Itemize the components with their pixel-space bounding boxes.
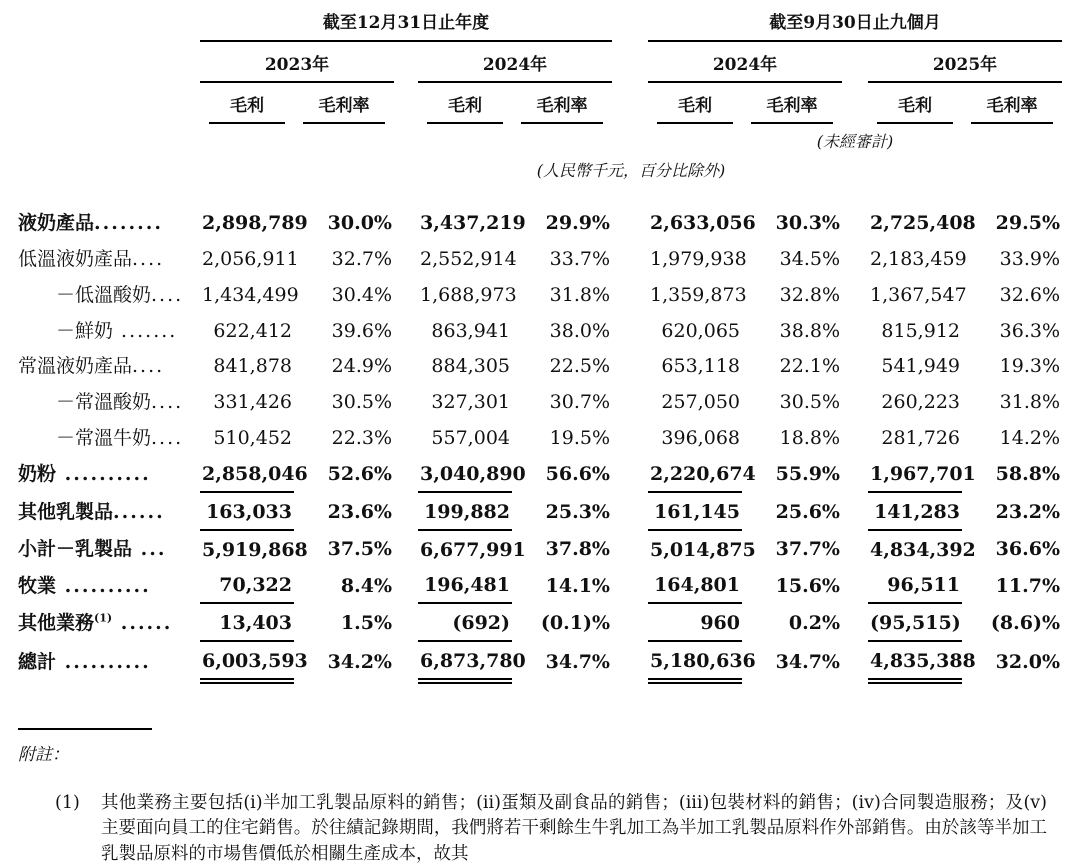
col-header-gross-margin: 毛利率 — [512, 82, 612, 124]
gross-profit-value: 331,426 — [213, 391, 292, 414]
year-2024: 2024年 — [418, 41, 612, 82]
gross-profit-value: 622,412 — [213, 319, 292, 342]
gross-profit-value: 4,835,388 — [868, 641, 962, 681]
row-label — [18, 240, 200, 276]
gross-profit-value: 620,065 — [661, 319, 740, 342]
spacer — [842, 641, 868, 681]
row-label-text: －鮮奶 — [56, 319, 114, 342]
gross-profit-value: 6,677,991 — [420, 538, 526, 561]
measure-header-row — [18, 82, 1062, 124]
row-label — [18, 641, 200, 681]
table-row — [18, 455, 1062, 492]
spacer — [842, 276, 868, 312]
gross-margin-value: 19.3% — [999, 355, 1061, 378]
gross-margin-value: 22.1% — [779, 355, 840, 378]
spacer — [18, 154, 200, 183]
table-body — [18, 183, 1062, 681]
dot-leader: .... — [132, 355, 165, 378]
gross-profit-value: 815,912 — [881, 319, 960, 342]
spacer — [394, 240, 418, 276]
dot-leader: .... — [151, 427, 184, 450]
row-label — [18, 566, 200, 603]
gross-profit-value: 2,552,914 — [420, 247, 517, 270]
gross-profit-value: 1,688,973 — [420, 283, 517, 306]
gross-profit-value: 2,858,046 — [200, 455, 294, 492]
gross-profit-value: 96,511 — [868, 566, 962, 603]
dot-leader: ...... — [113, 500, 165, 523]
spacer — [394, 41, 418, 82]
gross-margin-value: 56.6% — [545, 463, 610, 486]
table-row — [18, 240, 1062, 276]
gross-margin-value: 11.7% — [995, 574, 1061, 597]
gross-profit-value: 199,882 — [418, 492, 512, 530]
gross-margin-value: 30.3% — [775, 212, 840, 234]
spacer — [394, 455, 418, 492]
spacer — [18, 41, 200, 82]
spacer — [612, 566, 648, 603]
gross-profit-value: 70,322 — [200, 566, 294, 603]
spacer — [612, 240, 648, 276]
notes-heading: 附註： — [18, 744, 69, 765]
table-row — [18, 183, 1062, 240]
spacer — [18, 82, 200, 124]
gross-profit-value: 163,033 — [200, 492, 294, 530]
dot-leader: .... — [151, 391, 184, 414]
gross-profit-value: 863,941 — [431, 319, 510, 342]
currency-note-row — [18, 154, 1062, 183]
footnote-1 — [18, 791, 1062, 867]
currency-note: (人民幣千元，百分比除外) — [536, 161, 726, 180]
gross-margin-value: 23.2% — [995, 500, 1061, 523]
gross-profit-value: 6,873,780 — [418, 641, 512, 681]
table-row — [18, 276, 1062, 312]
gross-margin-value: 32.7% — [331, 247, 392, 270]
gross-margin-value: 8.4% — [340, 574, 392, 597]
spacer — [612, 603, 648, 641]
gross-margin-value: 25.6% — [775, 500, 840, 523]
gross-profit-value: 2,056,911 — [202, 247, 299, 270]
gross-margin-value: 36.6% — [995, 538, 1061, 561]
gross-profit-value: 1,434,499 — [202, 283, 299, 306]
gross-margin-value: 55.9% — [775, 463, 840, 486]
col-header-gross-profit: 毛利 — [868, 82, 962, 124]
spacer — [612, 41, 648, 82]
footnote-ref: (1) — [94, 611, 113, 625]
year-2025-9m: 2025年 — [868, 41, 1062, 82]
gross-margin-value: 34.7% — [775, 651, 840, 674]
gross-margin-value: 14.1% — [545, 574, 610, 597]
row-label — [18, 347, 200, 383]
gross-profit-value: 1,359,873 — [650, 283, 747, 306]
col-header-gross-margin: 毛利率 — [742, 82, 842, 124]
row-label-text: 小計－乳製品 — [18, 538, 133, 561]
table-row — [18, 347, 1062, 383]
gross-margin-value: 29.5% — [995, 212, 1061, 234]
gross-margin-value: 32.6% — [999, 283, 1061, 306]
gross-margin-value: 33.7% — [549, 247, 610, 270]
gross-profit-value: 396,068 — [661, 427, 740, 450]
gross-margin-value: 31.8% — [999, 391, 1061, 414]
gross-margin-value: 39.6% — [331, 319, 392, 342]
spacer — [612, 124, 648, 154]
spacer — [612, 419, 648, 455]
gross-margin-value: 15.6% — [775, 574, 840, 597]
gross-profit-value: 164,801 — [648, 566, 742, 603]
dot-leader: ...... — [112, 612, 173, 635]
spacer — [394, 82, 418, 124]
gross-profit-value: 5,919,868 — [202, 538, 308, 561]
gross-margin-value: 38.8% — [779, 319, 840, 342]
spacer — [612, 347, 648, 383]
gross-margin-value: 19.5% — [549, 427, 610, 450]
gross-profit-value: 2,633,056 — [650, 212, 756, 234]
unaudited-row — [18, 124, 1062, 154]
row-label — [18, 530, 200, 567]
spacer — [612, 455, 648, 492]
gross-margin-value: 37.5% — [327, 538, 392, 561]
table-header — [18, 6, 1062, 183]
gross-profit-value: 13,403 — [200, 603, 294, 641]
gross-profit-value: 557,004 — [431, 427, 510, 450]
gross-profit-value: (95,515) — [868, 603, 962, 641]
spacer — [612, 6, 648, 41]
gross-profit-value: 257,050 — [661, 391, 740, 414]
spacer — [200, 124, 612, 154]
col-header-gross-margin: 毛利率 — [294, 82, 394, 124]
row-label — [18, 183, 200, 240]
col-header-gross-margin: 毛利率 — [962, 82, 1062, 124]
gross-margin-value: 31.8% — [549, 283, 610, 306]
gross-margin-value: 36.3% — [999, 319, 1061, 342]
row-label — [18, 455, 200, 492]
dot-leader: .......... — [56, 463, 151, 486]
spacer — [842, 455, 868, 492]
row-label — [18, 419, 200, 455]
gross-margin-value: 34.7% — [545, 651, 610, 674]
gross-margin-value: 30.4% — [331, 283, 392, 306]
spacer — [18, 6, 200, 41]
gross-profit-value: 3,040,890 — [418, 455, 512, 492]
dot-leader: .... — [132, 247, 165, 270]
gross-profit-value: 960 — [648, 603, 742, 641]
gross-profit-value: 1,367,547 — [870, 283, 967, 306]
footnote-number: (1) — [55, 792, 80, 813]
gross-profit-value: 4,834,392 — [870, 538, 976, 561]
spacer — [394, 492, 418, 530]
spacer — [842, 419, 868, 455]
period-group-nine-month: 截至9月30日止九個月 — [648, 6, 1062, 41]
table-row — [18, 419, 1062, 455]
spacer — [394, 276, 418, 312]
spacer — [612, 312, 648, 348]
table-row — [18, 530, 1062, 567]
gross-margin-value: 22.3% — [331, 427, 392, 450]
gross-profit-value: 2,183,459 — [870, 247, 967, 270]
gross-profit-table — [18, 6, 1062, 684]
gross-margin-value: 32.8% — [779, 283, 840, 306]
row-label-text: 牧業 — [18, 574, 57, 597]
spacer — [394, 383, 418, 419]
year-2023: 2023年 — [200, 41, 394, 82]
row-label-text: 其他乳製品 — [18, 500, 114, 523]
footnote-text: 其他業務主要包括(i)半加工乳製品原料的銷售；(ii)蛋類及副食品的銷售；(iii)包裝材料的銷售；(iv)合同製造服務；及(v)主要面向員工的住宅銷售。於往績記錄期間，我們將若干剩餘生牛乳加工為半加工乳製品原料作外部銷售。由於該等半加工乳製品原料的市場售價低於相關生產成本，故其 — [101, 792, 1047, 864]
table-row — [18, 641, 1062, 681]
year-header-row — [18, 41, 1062, 82]
gross-margin-value: 38.0% — [549, 319, 610, 342]
spacer — [394, 641, 418, 681]
spacer — [842, 492, 868, 530]
table-row — [18, 566, 1062, 603]
row-label-text: －常溫酸奶 — [56, 391, 152, 414]
dot-leader: .......... — [56, 651, 151, 674]
gross-profit-value: 653,118 — [661, 355, 740, 378]
gross-profit-value: 196,481 — [418, 566, 512, 603]
spacer — [842, 566, 868, 603]
spacer — [612, 183, 648, 240]
table-row — [18, 312, 1062, 348]
gross-profit-value: 1,979,938 — [650, 247, 747, 270]
gross-margin-value: 33.9% — [999, 247, 1061, 270]
row-label-text: 總計 — [18, 651, 57, 674]
gross-profit-value: 327,301 — [431, 391, 510, 414]
dot-leader: ........ — [94, 212, 163, 234]
gross-margin-value: 18.8% — [779, 427, 840, 450]
gross-margin-value: 30.5% — [779, 391, 840, 414]
row-label-text: 奶粉 — [18, 463, 57, 486]
spacer — [612, 641, 648, 681]
gross-profit-value: 841,878 — [213, 355, 292, 378]
gross-profit-value: 141,283 — [868, 492, 962, 530]
spacer — [842, 82, 868, 124]
spacer — [394, 603, 418, 641]
row-label-text: －常溫牛奶 — [56, 427, 152, 450]
gross-margin-value: 24.9% — [331, 355, 392, 378]
dot-leader: .......... — [56, 574, 151, 597]
gross-profit-value: 884,305 — [431, 355, 510, 378]
gross-margin-value: 52.6% — [327, 463, 392, 486]
row-label-text: 液奶產品 — [18, 212, 95, 234]
gross-margin-value: 37.8% — [545, 538, 610, 561]
gross-profit-value: 1,967,701 — [868, 455, 962, 492]
row-label — [18, 312, 200, 348]
spacer — [842, 41, 868, 82]
spacer — [612, 383, 648, 419]
notes-divider — [18, 728, 152, 730]
spacer — [18, 124, 200, 154]
gross-margin-value: 30.5% — [331, 391, 392, 414]
spacer — [612, 276, 648, 312]
period-group-annual: 截至12月31日止年度 — [200, 6, 612, 41]
spacer — [394, 530, 418, 567]
gross-profit-value: 2,898,789 — [202, 212, 308, 234]
gross-profit-value: 161,145 — [648, 492, 742, 530]
spacer — [612, 82, 648, 124]
col-header-gross-profit: 毛利 — [200, 82, 294, 124]
gross-margin-value: (0.1)% — [540, 612, 610, 635]
gross-profit-value: 510,452 — [213, 427, 292, 450]
dot-leader: ....... — [113, 319, 178, 342]
unaudited-note: (未經審計) — [816, 132, 894, 151]
spacer — [394, 419, 418, 455]
gross-margin-value: 37.7% — [775, 538, 840, 561]
col-header-gross-profit: 毛利 — [418, 82, 512, 124]
spacer — [842, 603, 868, 641]
gross-profit-value: 281,726 — [881, 427, 960, 450]
spacer — [842, 183, 868, 240]
gross-margin-value: 1.5% — [340, 612, 392, 635]
spacer — [394, 566, 418, 603]
spacer — [612, 492, 648, 530]
col-header-gross-profit: 毛利 — [648, 82, 742, 124]
table-row — [18, 492, 1062, 530]
gross-margin-value: 30.0% — [327, 212, 392, 234]
gross-margin-value: 22.5% — [549, 355, 610, 378]
spacer — [394, 312, 418, 348]
gross-profit-value: 541,949 — [881, 355, 960, 378]
gross-margin-value: 25.3% — [545, 500, 610, 523]
row-label — [18, 383, 200, 419]
gross-margin-value: (8.6)% — [990, 612, 1061, 635]
gross-profit-value: 260,223 — [881, 391, 960, 414]
spacer — [842, 347, 868, 383]
period-group-row — [18, 6, 1062, 41]
gross-profit-value: 5,014,875 — [650, 538, 756, 561]
gross-margin-value: 34.2% — [327, 651, 392, 674]
row-label-text: 其他業務 — [18, 612, 95, 635]
year-2024-9m: 2024年 — [648, 41, 842, 82]
row-label-text: 常溫液奶產品 — [18, 355, 133, 378]
gross-profit-value: 2,220,674 — [648, 455, 742, 492]
gross-profit-value: 3,437,219 — [420, 212, 526, 234]
gross-margin-value: 58.8% — [995, 463, 1061, 486]
dot-leader: .... — [151, 283, 184, 306]
spacer — [612, 530, 648, 567]
gross-margin-value: 29.9% — [545, 212, 610, 234]
spacer — [842, 312, 868, 348]
gross-margin-value: 23.6% — [327, 500, 392, 523]
row-label — [18, 276, 200, 312]
gross-margin-value: 14.2% — [999, 427, 1061, 450]
row-label — [18, 603, 200, 641]
gross-profit-value: 5,180,636 — [648, 641, 742, 681]
gross-profit-value: 6,003,593 — [200, 641, 294, 681]
gross-profit-value: (692) — [418, 603, 512, 641]
spacer — [842, 530, 868, 567]
row-label-text: 低溫液奶產品 — [18, 247, 133, 270]
row-label-text: －低溫酸奶 — [56, 283, 152, 306]
table-row — [18, 383, 1062, 419]
spacer — [842, 240, 868, 276]
dot-leader: ... — [132, 538, 167, 561]
row-label — [18, 492, 200, 530]
spacer — [842, 383, 868, 419]
spacer — [394, 347, 418, 383]
gross-margin-value: 30.7% — [549, 391, 610, 414]
table-row — [18, 603, 1062, 641]
spacer — [394, 183, 418, 240]
gross-profit-value: 2,725,408 — [870, 212, 976, 234]
gross-margin-value: 32.0% — [995, 651, 1061, 674]
gross-margin-value: 34.5% — [779, 247, 840, 270]
gross-margin-value: 0.2% — [788, 612, 840, 635]
